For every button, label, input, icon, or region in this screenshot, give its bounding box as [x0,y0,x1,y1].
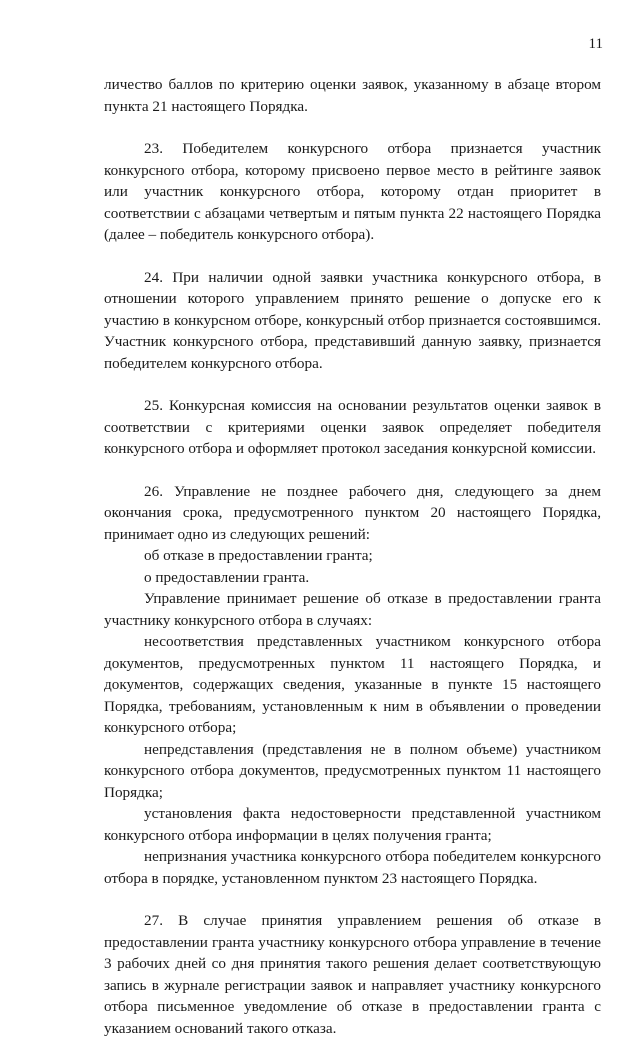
refusal-case-not-winner: непризнания участника конкурсного отбора победителем конкурсного отбора в порядке, установленном пунктом 23 настоящего Порядка. [104,848,601,887]
refusal-cases-intro: Управление принимает решение об отказе в предоставлении гранта участнику конкурсного отбора в случаях: [104,590,601,629]
decision-option-refuse: об отказе в предоставлении гранта; [144,547,373,564]
document-body [104,74,601,1039]
refusal-case-false-info: установления факта недостоверности представленной участником конкурсного отбора информации в целях получения гранта; [104,805,601,844]
paragraph-23: 23. Победителем конкурсного отбора признается участник конкурсного отбора, которому присвоено первое место в рейтинге заявок или участник конкурсного отбора, которому отдан приоритет в соответствии с абзацами четвертым и пятым пункта 22 настоящего Порядка (далее – победитель конкурсного отбора). [104,140,601,243]
paragraph-continuation: личество баллов по критерию оценки заявок, указанному в абзаце втором пункта 21 настоящего Порядка. [104,76,601,115]
paragraph-26: 26. Управление не позднее рабочего дня, следующего за днем окончания срока, предусмотренного пунктом 20 настоящего Порядка, принимает одно из следующих решений: [104,482,601,543]
decision-option-grant: о предоставлении гранта. [144,568,310,586]
paragraph-27: 27. В случае принятия управлением решения об отказе в предоставлении гранта участнику конкурсного отбора управление в течение 3 рабочих дней со дня принятия такого решения делает соответствующую запись в журнале регистрации заявок и направляет участнику конкурсного отбора письменное уведомление об отказе в предоставлении гранта с указанием оснований такого отказа. [104,912,601,1037]
page-number: 11 [588,36,603,52]
paragraph-25: 25. Конкурсная комиссия на основании результатов оценки заявок в соответствии с критериями оценки заявок определяет победителя конкурсного отбора и оформляет протокол заседания конкурсной комиссии. [104,397,601,457]
paragraph-24: 24. При наличии одной заявки участника конкурсного отбора, в отношении которого управлением принято решение о допуске его к участию в конкурсном отборе, конкурсный отбор признается состоявшимся. Участник конкурсного отбора, представивший данную заявку, признается победителем конкурсного отбора. [104,268,601,372]
refusal-case-nonconformity: несоответствия представленных участником конкурсного отбора документов, предусмотренных пунктом 11 настоящего Порядка, и документов, содержащих сведения, указанные в пункте 15 настоящего Порядка, требованиям, установленным к ним в объявлении о проведении конкурсного отбора; [104,633,601,736]
refusal-case-nonsubmission: непредставления (представления не в полном объеме) участником конкурсного отбора документов, предусмотренных пунктом 11 настоящего Порядка; [104,740,601,801]
